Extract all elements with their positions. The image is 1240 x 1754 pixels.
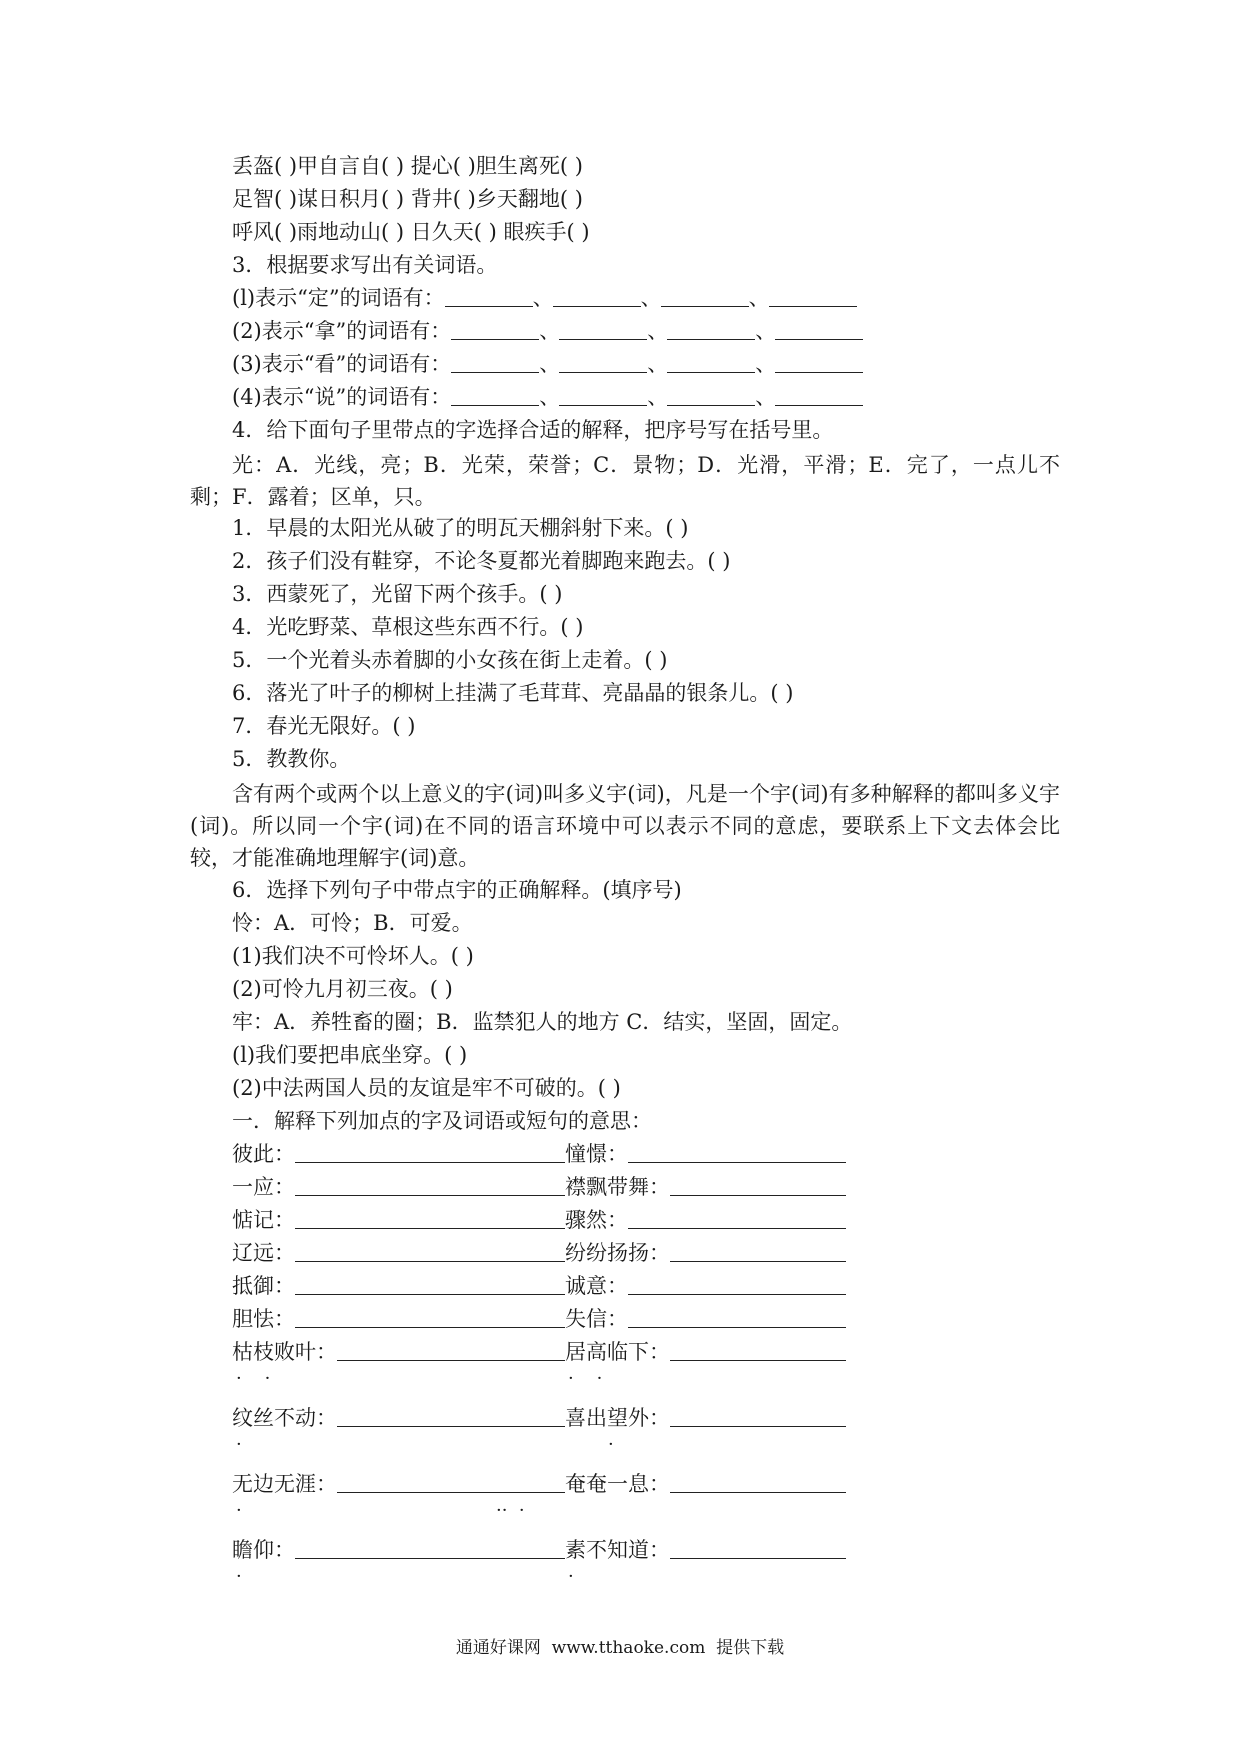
answer-blank[interactable] <box>769 286 857 307</box>
term-left: 纹丝不动： <box>232 1404 565 1432</box>
q4-item: 2．孩子们没有鞋穿，不论冬夏都光着脚跑来跑去。( ) <box>232 549 731 573</box>
term-left: 无边无涯： <box>232 1470 565 1498</box>
term-right: 诚意： <box>565 1272 846 1300</box>
answer-line[interactable] <box>337 1340 565 1361</box>
q4-item: 3．西蒙死了，光留下两个孩手。( ) <box>232 582 563 606</box>
idiom-row: 足智( )谋日积月( ) 背井( )乡天翻地( ) <box>232 187 583 211</box>
footer-url[interactable]: www.tthaoke.com <box>551 1638 706 1658</box>
term-right: 居高临下： <box>565 1338 846 1366</box>
answer-line[interactable] <box>670 1175 846 1196</box>
term-left: 抵御： <box>232 1272 565 1300</box>
answer-line[interactable] <box>628 1142 846 1163</box>
idiom-row: 丢盔( )甲自言自( ) 提心( )胆生离死( ) <box>232 154 583 178</box>
answer-line[interactable] <box>670 1538 846 1559</box>
answer-blank[interactable] <box>445 286 533 307</box>
term-left: 枯枝败叶： <box>232 1338 565 1366</box>
q3-item: (2)表示“拿”的词语有： 、 、 、 <box>232 317 863 345</box>
emphasis-dots: ·· · <box>496 1500 525 1521</box>
answer-blank[interactable] <box>667 352 755 373</box>
answer-line[interactable] <box>295 1208 565 1229</box>
q6-title: 6．选择下列句子中带点宇的正确解释。(填序号) <box>232 878 682 902</box>
term-right: 襟飘带舞： <box>565 1173 846 1201</box>
q4-title: 4．给下面句子里带点的字选择合适的解释，把序号写在括号里。 <box>232 418 834 442</box>
answer-line[interactable] <box>295 1307 565 1328</box>
footer-site: 通通好课网 <box>455 1638 541 1658</box>
term-right: 憧憬： <box>565 1140 846 1168</box>
page-footer <box>0 1636 1240 1660</box>
answer-line[interactable] <box>628 1274 846 1295</box>
q4-item: 6．落光了叶子的柳树上挂满了毛茸茸、亮晶晶的银条儿。( ) <box>232 681 794 705</box>
answer-blank[interactable] <box>775 319 863 340</box>
emphasis-dots: · <box>236 1566 242 1587</box>
q3-title: 3．根据要求写出有关词语。 <box>232 253 498 277</box>
q6-item: (l)我们要把串底坐穿。( ) <box>232 1043 468 1067</box>
section-title: 一．解释下列加点的字及词语或短句的意思： <box>232 1109 652 1133</box>
answer-blank[interactable] <box>451 385 539 406</box>
answer-blank[interactable] <box>559 385 647 406</box>
term-left: 彼此： <box>232 1140 565 1168</box>
answer-line[interactable] <box>670 1340 846 1361</box>
q4-item: 1．早晨的太阳光从破了的明瓦天棚斜射下来。( ) <box>232 516 689 540</box>
answer-line[interactable] <box>295 1538 565 1559</box>
term-right: 素不知道： <box>565 1536 846 1564</box>
answer-blank[interactable] <box>553 286 641 307</box>
footer-suffix: 提供下载 <box>716 1638 785 1658</box>
q4-item: 5．一个光着头赤着脚的小女孩在街上走着。( ) <box>232 648 668 672</box>
answer-blank[interactable] <box>559 319 647 340</box>
term-left: 惦记： <box>232 1206 565 1234</box>
q6-lian-definition: 怜：A．可怜；B．可爱。 <box>232 911 473 935</box>
term-right: 骤然： <box>565 1206 846 1234</box>
answer-line[interactable] <box>295 1142 565 1163</box>
q3-item: (3)表示“看”的词语有： 、 、 、 <box>232 350 863 378</box>
term-left: 一应： <box>232 1173 565 1201</box>
term-left: 辽远： <box>232 1239 565 1267</box>
answer-line[interactable] <box>628 1208 846 1229</box>
answer-line[interactable] <box>295 1241 565 1262</box>
answer-line[interactable] <box>670 1472 846 1493</box>
term-right: 喜出望外： <box>565 1404 846 1432</box>
emphasis-dots: · <box>236 1500 242 1521</box>
q6-item: (2)可怜九月初三夜。( ) <box>232 977 453 1001</box>
term-left: 瞻仰： <box>232 1536 565 1564</box>
q3-item: (4)表示“说”的词语有： 、 、 、 <box>232 383 863 411</box>
idiom-row: 呼风( )雨地动山( ) 日久天( ) 眼疾手( ) <box>232 220 590 244</box>
q4-definition: 光：A．光线，亮；B．光荣，荣誉；C．景物；D．光滑，平滑；E．完了，一点儿不剩；F．露着；区单，只。 <box>190 453 1060 509</box>
q4-item: 4．光吃野菜、草根这些东西不行。( ) <box>232 615 584 639</box>
emphasis-dots: · <box>568 1566 574 1587</box>
answer-blank[interactable] <box>559 352 647 373</box>
answer-blank[interactable] <box>775 385 863 406</box>
answer-blank[interactable] <box>775 352 863 373</box>
answer-line[interactable] <box>337 1472 565 1493</box>
term-right: 失信： <box>565 1305 846 1333</box>
answer-blank[interactable] <box>661 286 749 307</box>
answer-blank[interactable] <box>667 319 755 340</box>
term-left: 胆怯： <box>232 1305 565 1333</box>
term-right: 奄奄一息： <box>565 1470 846 1498</box>
q5-title: 5．教教你。 <box>232 747 351 771</box>
answer-line[interactable] <box>295 1274 565 1295</box>
q6-item: (1)我们决不可怜坏人。( ) <box>232 944 474 968</box>
answer-line[interactable] <box>295 1175 565 1196</box>
q4-item: 7．春光无限好。( ) <box>232 714 416 738</box>
answer-line[interactable] <box>337 1406 565 1427</box>
answer-line[interactable] <box>628 1307 846 1328</box>
emphasis-dots: · <box>608 1434 614 1455</box>
q3-item: (l)表示“定”的词语有： 、 、 、 <box>232 284 857 312</box>
emphasis-dots: · · <box>568 1368 603 1389</box>
q6-item: (2)中法两国人员的友谊是牢不可破的。( ) <box>232 1076 621 1100</box>
q5-body: 含有两个或两个以上意义的宇(词)叫多义宇(词)，凡是一个宇(词)有多种解释的都叫多义宇(词)。所以同一个宇(词)在不同的语言环境中可以表示不同的意虑，要联系上下文去体会比较，才能准确地理解宇(词)意。 <box>190 782 1060 870</box>
answer-blank[interactable] <box>451 319 539 340</box>
term-right: 纷纷扬扬： <box>565 1239 846 1267</box>
q6-lao-definition: 牢：A．养牲畜的圈；B．监禁犯人的地方 C．结实，坚固，固定。 <box>232 1010 853 1034</box>
emphasis-dots: · <box>236 1434 242 1455</box>
answer-blank[interactable] <box>451 352 539 373</box>
emphasis-dots: · · <box>236 1368 271 1389</box>
answer-line[interactable] <box>670 1241 846 1262</box>
answer-line[interactable] <box>670 1406 846 1427</box>
answer-blank[interactable] <box>667 385 755 406</box>
